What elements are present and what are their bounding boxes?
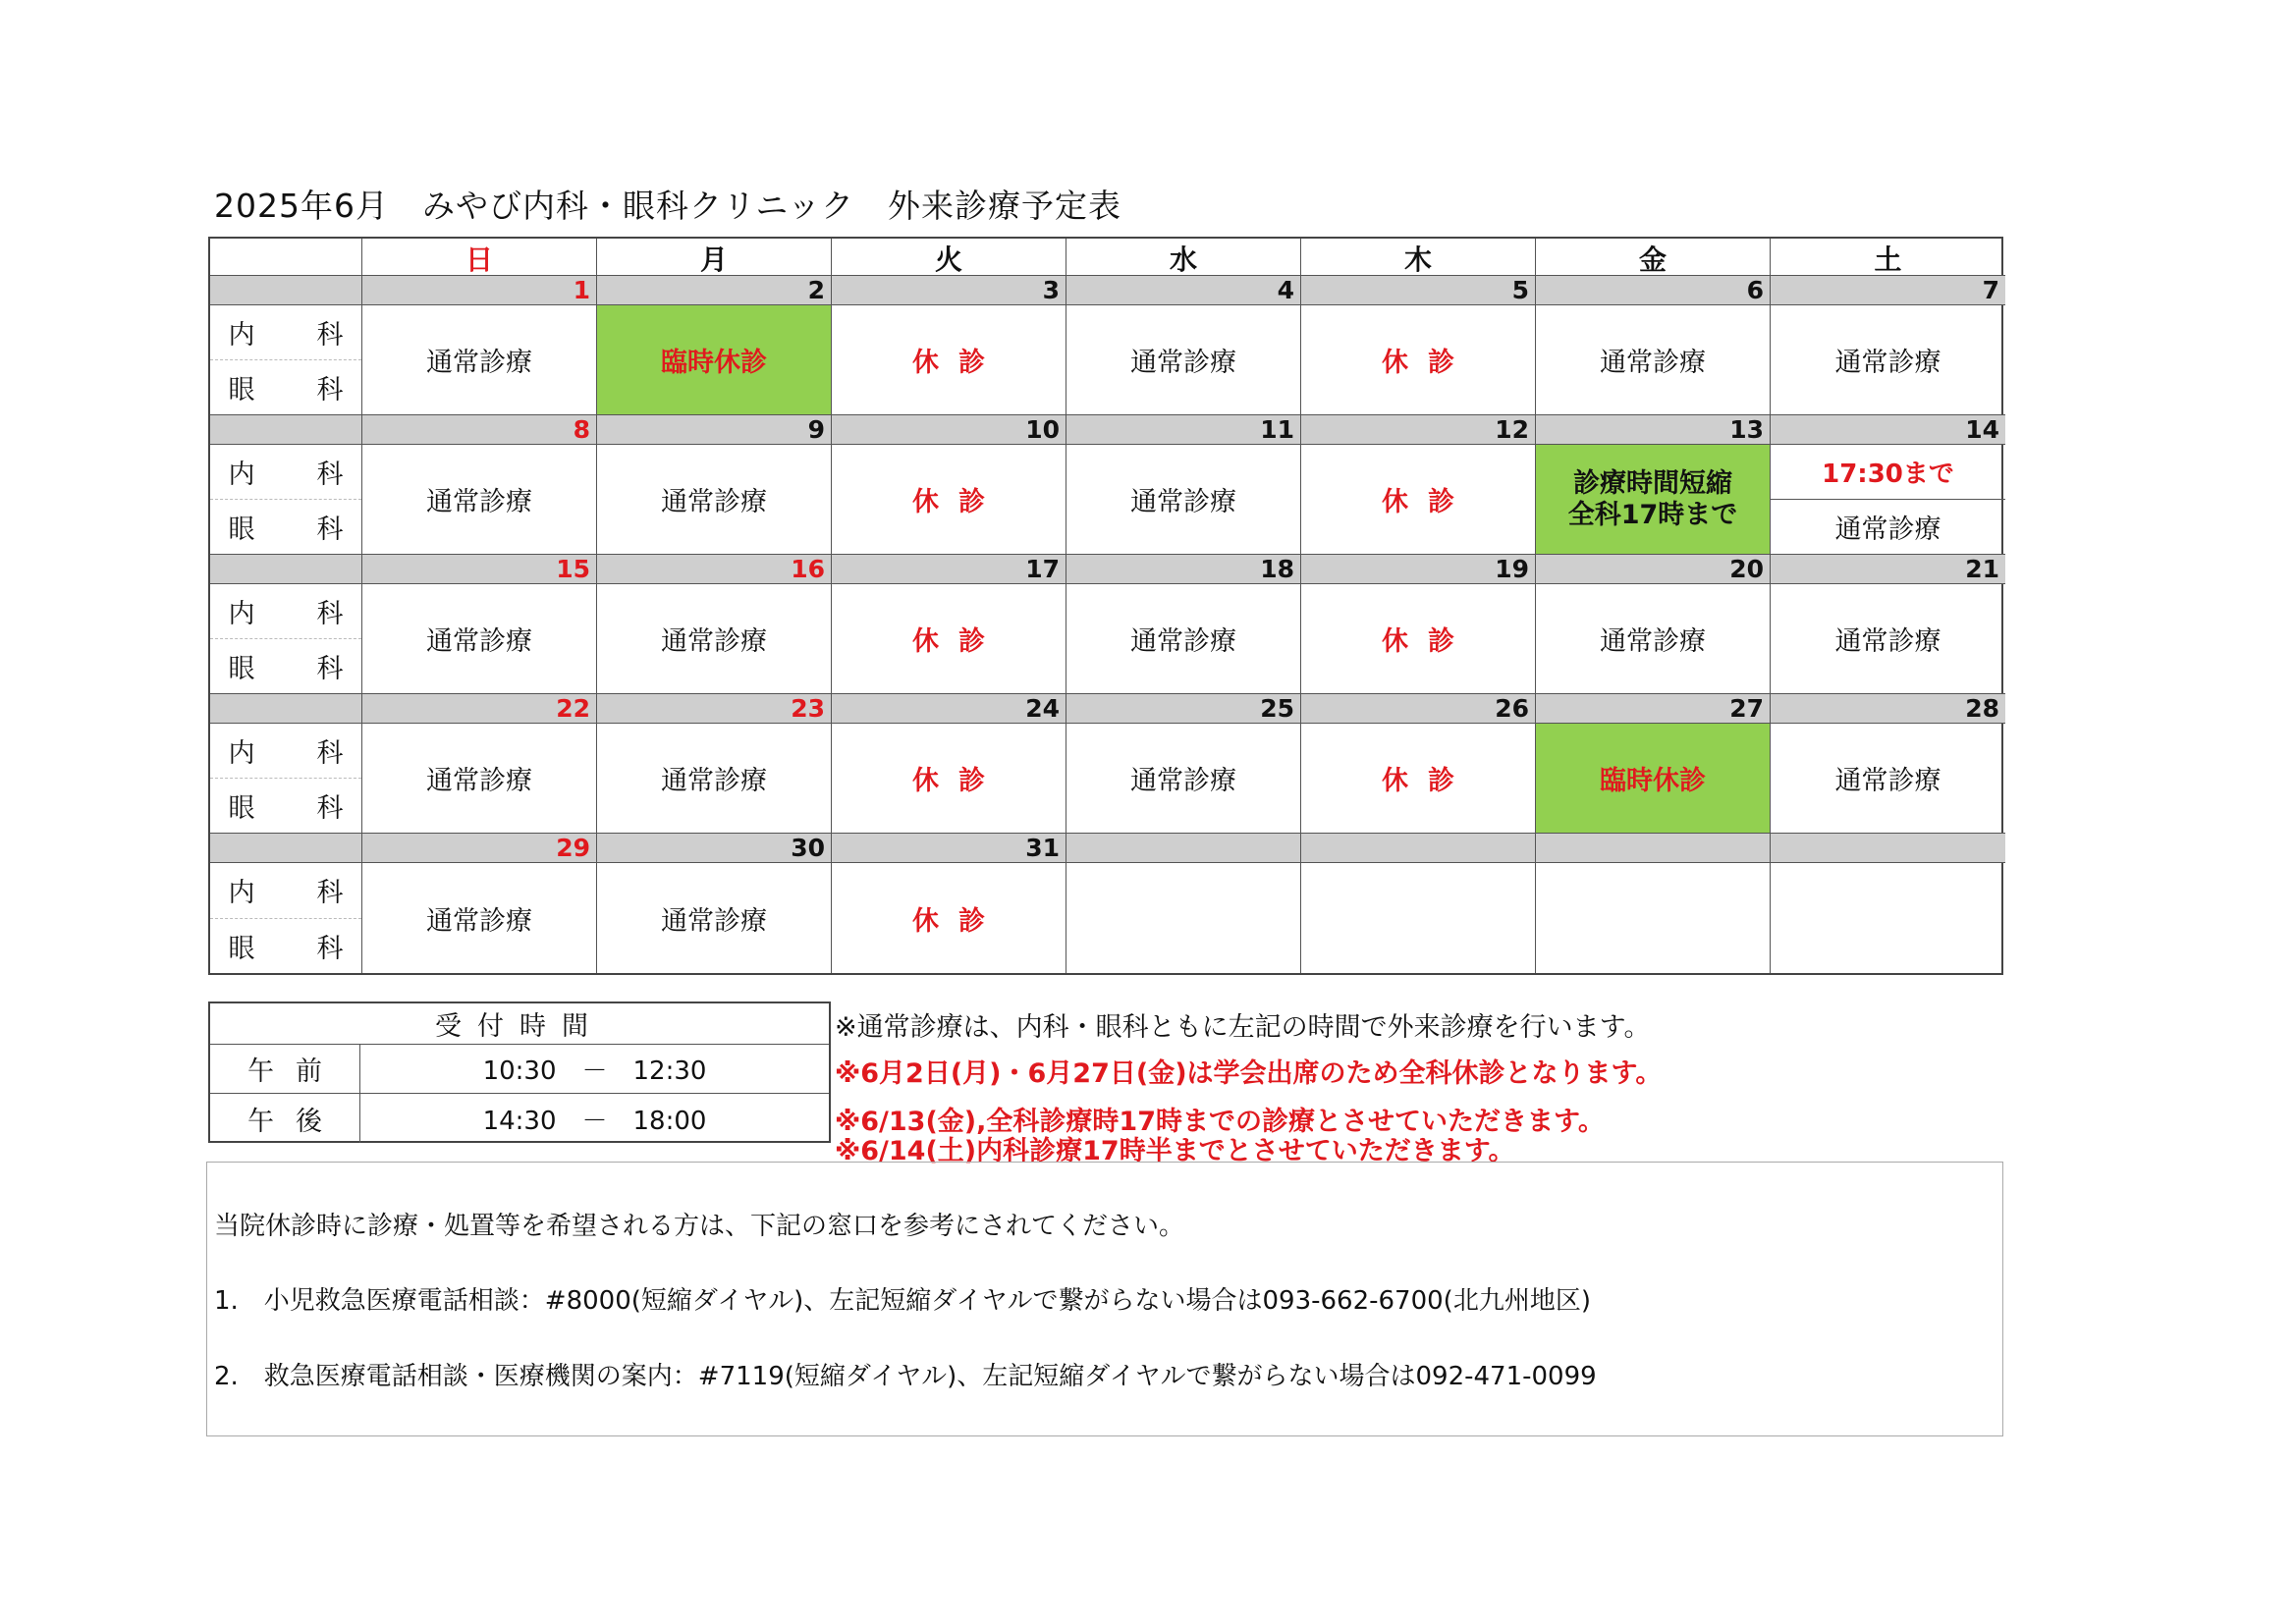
day-status: 通常診療 [597, 863, 832, 973]
day-status: 通常診療 [1771, 584, 2005, 694]
notice-regular-hours: ※通常診療は、内科・眼科ともに左記の時間で外来診療を行います。 [835, 1012, 1651, 1043]
ophthalmology-status: 通常診療 [1834, 514, 1941, 545]
day-number: 1 [362, 276, 597, 305]
day-status-closed: 休診 [1301, 445, 1536, 555]
department-ophthalmology: 眼 科 [228, 654, 361, 684]
day-status: 通常診療 [1066, 724, 1301, 834]
day-status: 通常診療 [362, 305, 597, 415]
department-internal-medicine: 内 科 [210, 724, 361, 779]
department-ophthalmology: 眼 科 [228, 933, 361, 964]
schedule-calendar [208, 237, 2003, 975]
day-number: 24 [832, 694, 1066, 724]
emergency-intro: 当院休診時に診療・処置等を希望される方は、下記の窓口を参考にされてください。 [214, 1212, 1185, 1241]
day-number: 15 [362, 555, 597, 584]
day-status-closed: 休診 [832, 863, 1066, 973]
day-status-empty [1771, 863, 2005, 973]
day-number: 28 [1771, 694, 2005, 724]
day-number: 17 [832, 555, 1066, 584]
day-number: 19 [1301, 555, 1536, 584]
day-number: 22 [362, 694, 597, 724]
day-status-closed: 休診 [1301, 724, 1536, 834]
week-band-label [210, 276, 362, 305]
morning-label: 午前 [210, 1045, 360, 1093]
day-number: 10 [832, 415, 1066, 445]
notice-june13: ※6/13(金),全科診療時17時までの診療とさせていただきます。 [835, 1107, 1605, 1137]
shortened-hours-line1: 診療時間短縮 [1573, 467, 1732, 499]
day-status: 通常診療 [1771, 724, 2005, 834]
day-number: 2 [597, 276, 832, 305]
shortened-hours-line2: 全科17時まで [1567, 499, 1738, 530]
day-status: 通常診療 [597, 584, 832, 694]
day-number: 3 [832, 276, 1066, 305]
day-status: 通常診療 [362, 724, 597, 834]
day-status: 通常診療 [1536, 305, 1771, 415]
weekday-thursday: 木 [1301, 239, 1536, 276]
week-band-label [210, 694, 362, 724]
day-status: 通常診療 [597, 445, 832, 555]
day-status: 通常診療 [1066, 584, 1301, 694]
department-labels [210, 724, 362, 834]
day-number: 30 [597, 834, 832, 863]
afternoon-label: 午後 [210, 1094, 360, 1143]
department-ophthalmology: 眼 科 [228, 793, 361, 824]
day-status: 通常診療 [1066, 305, 1301, 415]
week-band-label [210, 834, 362, 863]
day-number: 23 [597, 694, 832, 724]
day-number [1771, 834, 2005, 863]
reception-hours-table [208, 1001, 831, 1143]
day-number [1536, 834, 1771, 863]
department-labels [210, 584, 362, 694]
weekday-tuesday: 火 [832, 239, 1066, 276]
day-status-shortened-hours [1536, 445, 1771, 555]
day-status-temporary-closure: 臨時休診 [1536, 724, 1771, 834]
day-number: 21 [1771, 555, 2005, 584]
page-title: 2025年6月 みやび内科・眼科クリニック 外来診療予定表 [214, 187, 1121, 225]
day-number: 29 [362, 834, 597, 863]
notice-june14: ※6/14(土)内科診療17時半までとさせていただきます。 [835, 1136, 1515, 1166]
emergency-item-general: 2. 救急医療電話相談・医療機関の案内：#7119(短縮ダイヤル)、左記短縮ダイヤルで繋がらない場合は092-471-0099 [214, 1362, 1597, 1391]
day-status: 通常診療 [362, 445, 597, 555]
notice-closure-dates: ※6月2日(月)・6月27日(金)は学会出席のため全科休診となります。 [835, 1058, 1663, 1089]
day-number: 27 [1536, 694, 1771, 724]
day-status-empty [1536, 863, 1771, 973]
day-status: 通常診療 [362, 863, 597, 973]
day-number [1301, 834, 1536, 863]
weekday-monday: 月 [597, 239, 832, 276]
day-status-closed: 休診 [832, 584, 1066, 694]
day-number: 11 [1066, 415, 1301, 445]
department-labels [210, 863, 362, 973]
reception-hours-header: 受付時間 [210, 1003, 829, 1045]
department-labels [210, 445, 362, 555]
emergency-item-pediatric: 1. 小児救急医療電話相談：#8000(短縮ダイヤル)、左記短縮ダイヤルで繋がらない場合は093-662-6700(北九州地区) [214, 1286, 1591, 1316]
day-number: 26 [1301, 694, 1536, 724]
day-status: 通常診療 [362, 584, 597, 694]
day-status-closed: 休診 [832, 445, 1066, 555]
week-band-label [210, 555, 362, 584]
emergency-info-box [206, 1162, 2003, 1436]
day-number: 5 [1301, 276, 1536, 305]
morning-time: 10:30 － 12:30 [482, 1056, 707, 1086]
day-status: 通常診療 [597, 724, 832, 834]
day-number: 31 [832, 834, 1066, 863]
weekday-wednesday: 水 [1066, 239, 1301, 276]
department-internal-medicine: 内 科 [210, 305, 361, 360]
day-status-temporary-closure: 臨時休診 [597, 305, 832, 415]
day-status-empty [1301, 863, 1536, 973]
day-number: 8 [362, 415, 597, 445]
day-number: 9 [597, 415, 832, 445]
department-labels [210, 305, 362, 415]
afternoon-time: 14:30 － 18:00 [482, 1106, 707, 1136]
day-status-split [1771, 445, 2005, 555]
week-band-label [210, 415, 362, 445]
day-status: 通常診療 [1536, 584, 1771, 694]
day-number: 12 [1301, 415, 1536, 445]
day-status: 通常診療 [1066, 445, 1301, 555]
internal-medicine-status: 17:30まで [1771, 445, 2005, 500]
weekday-sunday: 日 [362, 239, 597, 276]
department-internal-medicine: 内 科 [210, 445, 361, 500]
day-number: 18 [1066, 555, 1301, 584]
department-ophthalmology: 眼 科 [228, 514, 361, 545]
department-internal-medicine: 内 科 [210, 863, 361, 919]
day-status-closed: 休診 [1301, 305, 1536, 415]
day-status-closed: 休診 [832, 305, 1066, 415]
day-number: 7 [1771, 276, 2005, 305]
day-number: 14 [1771, 415, 2005, 445]
day-number: 6 [1536, 276, 1771, 305]
day-number: 25 [1066, 694, 1301, 724]
day-number: 13 [1536, 415, 1771, 445]
day-number [1066, 834, 1301, 863]
day-number: 4 [1066, 276, 1301, 305]
weekday-saturday: 土 [1771, 239, 2005, 276]
department-internal-medicine: 内 科 [210, 584, 361, 639]
day-status: 通常診療 [1771, 305, 2005, 415]
department-ophthalmology: 眼 科 [228, 375, 361, 406]
weekday-friday: 金 [1536, 239, 1771, 276]
header-corner [210, 239, 362, 276]
day-number: 16 [597, 555, 832, 584]
day-number: 20 [1536, 555, 1771, 584]
reception-hours-row-afternoon [210, 1094, 829, 1143]
day-status-closed: 休診 [832, 724, 1066, 834]
day-status-closed: 休診 [1301, 584, 1536, 694]
day-status-empty [1066, 863, 1301, 973]
reception-hours-row-morning [210, 1045, 829, 1094]
